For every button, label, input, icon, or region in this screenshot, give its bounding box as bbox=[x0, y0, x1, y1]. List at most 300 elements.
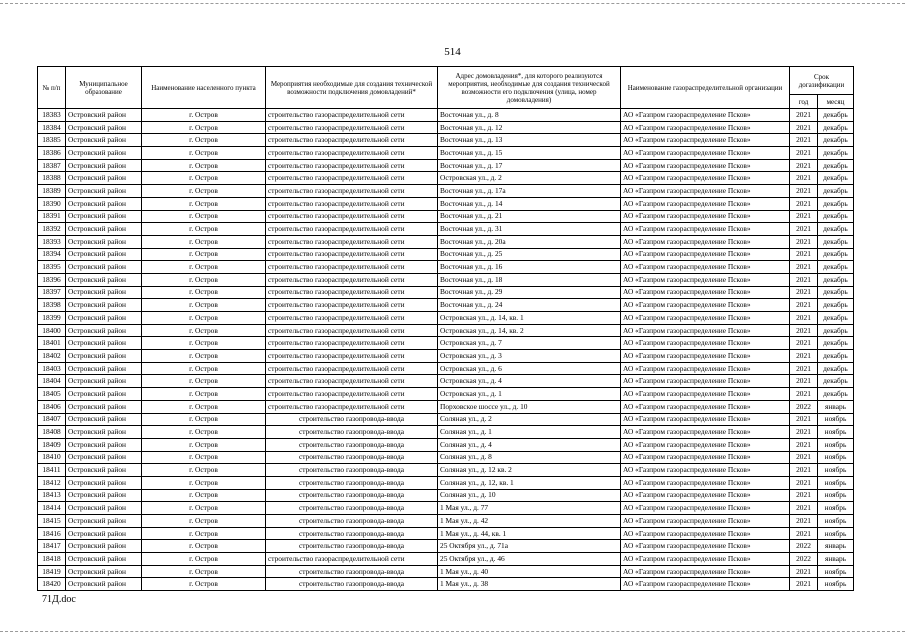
table-row bbox=[38, 159, 854, 172]
municipality-cell: Островский район bbox=[66, 426, 142, 439]
municipality-cell: Островский район bbox=[66, 540, 142, 553]
measure-cell: строительство газораспределительной сети bbox=[266, 121, 438, 134]
table-row bbox=[38, 286, 854, 299]
year-cell: 2021 bbox=[790, 337, 818, 350]
measure-cell: строительство газопровода-ввода bbox=[266, 476, 438, 489]
address-cell: 1 Мая ул., д. 38 bbox=[438, 578, 621, 591]
municipality-cell: Островский район bbox=[66, 527, 142, 540]
organization-cell: АО «Газпром газораспределение Псков» bbox=[621, 121, 790, 134]
measure-cell: строительство газораспределительной сети bbox=[266, 185, 438, 198]
municipality-cell: Островский район bbox=[66, 248, 142, 261]
measure-cell: строительство газопровода-ввода bbox=[266, 464, 438, 477]
month-cell: декабрь bbox=[818, 248, 854, 261]
organization-cell: АО «Газпром газораспределение Псков» bbox=[621, 134, 790, 147]
month-cell: январь bbox=[818, 400, 854, 413]
municipality-cell: Островский район bbox=[66, 413, 142, 426]
address-cell: Восточная ул., д. 8 bbox=[438, 109, 621, 122]
measure-cell: строительство газопровода-ввода bbox=[266, 413, 438, 426]
organization-cell: АО «Газпром газораспределение Псков» bbox=[621, 553, 790, 566]
measure-cell: строительство газопровода-ввода bbox=[266, 502, 438, 515]
month-cell: декабрь bbox=[818, 109, 854, 122]
row-number: 18406 bbox=[38, 400, 66, 413]
measure-cell: строительство газораспределительной сети bbox=[266, 109, 438, 122]
month-cell: ноябрь bbox=[818, 451, 854, 464]
year-cell: 2021 bbox=[790, 413, 818, 426]
month-cell: ноябрь bbox=[818, 438, 854, 451]
settlement-cell: г. Остров bbox=[142, 553, 266, 566]
settlement-cell: г. Остров bbox=[142, 438, 266, 451]
year-cell: 2021 bbox=[790, 350, 818, 363]
address-cell: Соляная ул., д. 2 bbox=[438, 413, 621, 426]
measure-cell: строительство газораспределительной сети bbox=[266, 248, 438, 261]
settlement-cell: г. Остров bbox=[142, 109, 266, 122]
table-row bbox=[38, 210, 854, 223]
table-row bbox=[38, 134, 854, 147]
measure-cell: строительство газопровода-ввода bbox=[266, 426, 438, 439]
month-cell: ноябрь bbox=[818, 515, 854, 528]
row-number: 18415 bbox=[38, 515, 66, 528]
year-cell: 2021 bbox=[790, 261, 818, 274]
month-cell: декабрь bbox=[818, 312, 854, 325]
measure-cell: строительство газораспределительной сети bbox=[266, 159, 438, 172]
month-cell: ноябрь bbox=[818, 565, 854, 578]
row-number: 18392 bbox=[38, 223, 66, 236]
month-cell: декабрь bbox=[818, 273, 854, 286]
month-cell: ноябрь bbox=[818, 578, 854, 591]
municipality-cell: Островский район bbox=[66, 464, 142, 477]
table-row bbox=[38, 362, 854, 375]
municipality-cell: Островский район bbox=[66, 515, 142, 528]
row-number: 18403 bbox=[38, 362, 66, 375]
settlement-cell: г. Остров bbox=[142, 134, 266, 147]
municipality-cell: Островский район bbox=[66, 223, 142, 236]
table-row bbox=[38, 324, 854, 337]
organization-cell: АО «Газпром газораспределение Псков» bbox=[621, 350, 790, 363]
municipality-cell: Островский район bbox=[66, 185, 142, 198]
month-cell: ноябрь bbox=[818, 413, 854, 426]
organization-cell: АО «Газпром газораспределение Псков» bbox=[621, 299, 790, 312]
organization-cell: АО «Газпром газораспределение Псков» bbox=[621, 489, 790, 502]
settlement-cell: г. Остров bbox=[142, 261, 266, 274]
measure-cell: строительство газораспределительной сети bbox=[266, 362, 438, 375]
settlement-cell: г. Остров bbox=[142, 527, 266, 540]
row-number: 18390 bbox=[38, 197, 66, 210]
row-number: 18407 bbox=[38, 413, 66, 426]
year-cell: 2021 bbox=[790, 464, 818, 477]
municipality-cell: Островский район bbox=[66, 451, 142, 464]
address-cell: Восточная ул., д. 17а bbox=[438, 185, 621, 198]
row-number: 18383 bbox=[38, 109, 66, 122]
year-cell: 2021 bbox=[790, 159, 818, 172]
measure-cell: строительство газораспределительной сети bbox=[266, 273, 438, 286]
table-row bbox=[38, 197, 854, 210]
month-cell: декабрь bbox=[818, 235, 854, 248]
row-number: 18405 bbox=[38, 388, 66, 401]
row-number: 18409 bbox=[38, 438, 66, 451]
row-number: 18412 bbox=[38, 476, 66, 489]
address-cell: Восточная ул., д. 18 bbox=[438, 273, 621, 286]
measure-cell: строительство газораспределительной сети bbox=[266, 388, 438, 401]
month-cell: январь bbox=[818, 553, 854, 566]
month-cell: декабрь bbox=[818, 210, 854, 223]
year-cell: 2021 bbox=[790, 312, 818, 325]
month-cell: ноябрь bbox=[818, 426, 854, 439]
address-cell: Восточная ул., д. 13 bbox=[438, 134, 621, 147]
year-cell: 2021 bbox=[790, 286, 818, 299]
row-number: 18384 bbox=[38, 121, 66, 134]
header-deadline: Срок догазификации bbox=[790, 67, 854, 95]
address-cell: Островская ул., д. 14, кв. 2 bbox=[438, 324, 621, 337]
year-cell: 2021 bbox=[790, 109, 818, 122]
organization-cell: АО «Газпром газораспределение Псков» bbox=[621, 502, 790, 515]
month-cell: декабрь bbox=[818, 223, 854, 236]
month-cell: декабрь bbox=[818, 197, 854, 210]
month-cell: декабрь bbox=[818, 185, 854, 198]
organization-cell: АО «Газпром газораспределение Псков» bbox=[621, 388, 790, 401]
year-cell: 2021 bbox=[790, 515, 818, 528]
settlement-cell: г. Остров bbox=[142, 565, 266, 578]
table-row bbox=[38, 172, 854, 185]
header-municipality: Муниципальное образование bbox=[66, 67, 142, 109]
address-cell: Соляная ул., д. 10 bbox=[438, 489, 621, 502]
measure-cell: строительство газораспределительной сети bbox=[266, 172, 438, 185]
row-number: 18417 bbox=[38, 540, 66, 553]
settlement-cell: г. Остров bbox=[142, 578, 266, 591]
address-cell: Островская ул., д. 3 bbox=[438, 350, 621, 363]
row-number: 18391 bbox=[38, 210, 66, 223]
municipality-cell: Островский район bbox=[66, 502, 142, 515]
organization-cell: АО «Газпром газораспределение Псков» bbox=[621, 438, 790, 451]
organization-cell: АО «Газпром газораспределение Псков» bbox=[621, 172, 790, 185]
address-cell: 25 Октября ул., д. 71а bbox=[438, 540, 621, 553]
organization-cell: АО «Газпром газораспределение Псков» bbox=[621, 362, 790, 375]
table-row bbox=[38, 299, 854, 312]
settlement-cell: г. Остров bbox=[142, 299, 266, 312]
month-cell: декабрь bbox=[818, 121, 854, 134]
organization-cell: АО «Газпром газораспределение Псков» bbox=[621, 400, 790, 413]
municipality-cell: Островский район bbox=[66, 578, 142, 591]
row-number: 18410 bbox=[38, 451, 66, 464]
table-row bbox=[38, 565, 854, 578]
settlement-cell: г. Остров bbox=[142, 400, 266, 413]
organization-cell: АО «Газпром газораспределение Псков» bbox=[621, 375, 790, 388]
year-cell: 2021 bbox=[790, 426, 818, 439]
measure-cell: строительство газопровода-ввода bbox=[266, 565, 438, 578]
address-cell: Порховское шоссе ул., д. 10 bbox=[438, 400, 621, 413]
year-cell: 2021 bbox=[790, 235, 818, 248]
table-row bbox=[38, 502, 854, 515]
organization-cell: АО «Газпром газораспределение Псков» bbox=[621, 312, 790, 325]
table-row bbox=[38, 312, 854, 325]
organization-cell: АО «Газпром газораспределение Псков» bbox=[621, 324, 790, 337]
table-row bbox=[38, 350, 854, 363]
month-cell: декабрь bbox=[818, 286, 854, 299]
measure-cell: строительство газораспределительной сети bbox=[266, 197, 438, 210]
organization-cell: АО «Газпром газораспределение Псков» bbox=[621, 476, 790, 489]
header-measures: Мероприятия необходимые для создания технической возможности подключения домовладений* bbox=[266, 67, 438, 109]
table-row bbox=[38, 185, 854, 198]
measure-cell: строительство газопровода-ввода bbox=[266, 515, 438, 528]
organization-cell: АО «Газпром газораспределение Псков» bbox=[621, 159, 790, 172]
organization-cell: АО «Газпром газораспределение Псков» bbox=[621, 109, 790, 122]
year-cell: 2021 bbox=[790, 299, 818, 312]
row-number: 18398 bbox=[38, 299, 66, 312]
measure-cell: строительство газораспределительной сети bbox=[266, 235, 438, 248]
footer-filename: 71Д.doc bbox=[42, 594, 76, 605]
table-row bbox=[38, 451, 854, 464]
municipality-cell: Островский район bbox=[66, 121, 142, 134]
table-row bbox=[38, 553, 854, 566]
settlement-cell: г. Остров bbox=[142, 476, 266, 489]
table-row bbox=[38, 438, 854, 451]
municipality-cell: Островский район bbox=[66, 400, 142, 413]
month-cell: декабрь bbox=[818, 261, 854, 274]
row-number: 18394 bbox=[38, 248, 66, 261]
organization-cell: АО «Газпром газораспределение Псков» bbox=[621, 235, 790, 248]
table-row bbox=[38, 223, 854, 236]
table-row bbox=[38, 147, 854, 160]
year-cell: 2021 bbox=[790, 527, 818, 540]
row-number: 18395 bbox=[38, 261, 66, 274]
address-cell: Соляная ул., д. 4 bbox=[438, 438, 621, 451]
table-body bbox=[38, 109, 854, 591]
row-number: 18402 bbox=[38, 350, 66, 363]
month-cell: ноябрь bbox=[818, 476, 854, 489]
municipality-cell: Островский район bbox=[66, 235, 142, 248]
settlement-cell: г. Остров bbox=[142, 489, 266, 502]
row-number: 18404 bbox=[38, 375, 66, 388]
settlement-cell: г. Остров bbox=[142, 426, 266, 439]
gasification-table bbox=[37, 66, 854, 591]
year-cell: 2022 bbox=[790, 400, 818, 413]
municipality-cell: Островский район bbox=[66, 553, 142, 566]
measure-cell: строительство газораспределительной сети bbox=[266, 286, 438, 299]
settlement-cell: г. Остров bbox=[142, 515, 266, 528]
address-cell: Восточная ул., д. 21 bbox=[438, 210, 621, 223]
row-number: 18401 bbox=[38, 337, 66, 350]
table-row bbox=[38, 388, 854, 401]
month-cell: декабрь bbox=[818, 375, 854, 388]
table-row bbox=[38, 527, 854, 540]
measure-cell: строительство газораспределительной сети bbox=[266, 261, 438, 274]
month-cell: декабрь bbox=[818, 350, 854, 363]
table-row bbox=[38, 489, 854, 502]
month-cell: декабрь bbox=[818, 299, 854, 312]
year-cell: 2021 bbox=[790, 388, 818, 401]
address-cell: Восточная ул., д. 17 bbox=[438, 159, 621, 172]
year-cell: 2021 bbox=[790, 147, 818, 160]
address-cell: Островская ул., д. 7 bbox=[438, 337, 621, 350]
row-number: 18400 bbox=[38, 324, 66, 337]
settlement-cell: г. Остров bbox=[142, 147, 266, 160]
address-cell: Восточная ул., д. 25 bbox=[438, 248, 621, 261]
year-cell: 2022 bbox=[790, 553, 818, 566]
year-cell: 2021 bbox=[790, 502, 818, 515]
year-cell: 2022 bbox=[790, 540, 818, 553]
organization-cell: АО «Газпром газораспределение Псков» bbox=[621, 464, 790, 477]
measure-cell: строительство газораспределительной сети bbox=[266, 312, 438, 325]
row-number: 18420 bbox=[38, 578, 66, 591]
settlement-cell: г. Остров bbox=[142, 248, 266, 261]
organization-cell: АО «Газпром газораспределение Псков» bbox=[621, 197, 790, 210]
organization-cell: АО «Газпром газораспределение Псков» bbox=[621, 248, 790, 261]
organization-cell: АО «Газпром газораспределение Псков» bbox=[621, 273, 790, 286]
row-number: 18387 bbox=[38, 159, 66, 172]
measure-cell: строительство газораспределительной сети bbox=[266, 337, 438, 350]
table-row bbox=[38, 540, 854, 553]
measure-cell: строительство газопровода-ввода bbox=[266, 527, 438, 540]
address-cell: Островская ул., д. 2 bbox=[438, 172, 621, 185]
address-cell: 1 Мая ул., д. 77 bbox=[438, 502, 621, 515]
table-row bbox=[38, 426, 854, 439]
row-number: 18388 bbox=[38, 172, 66, 185]
organization-cell: АО «Газпром газораспределение Псков» bbox=[621, 286, 790, 299]
month-cell: декабрь bbox=[818, 172, 854, 185]
table-row bbox=[38, 273, 854, 286]
settlement-cell: г. Остров bbox=[142, 451, 266, 464]
address-cell: Восточная ул., д. 20а bbox=[438, 235, 621, 248]
settlement-cell: г. Остров bbox=[142, 350, 266, 363]
address-cell: Восточная ул., д. 29 bbox=[438, 286, 621, 299]
row-number: 18408 bbox=[38, 426, 66, 439]
municipality-cell: Островский район bbox=[66, 362, 142, 375]
address-cell: Соляная ул., д. 12, кв. 1 bbox=[438, 476, 621, 489]
organization-cell: АО «Газпром газораспределение Псков» bbox=[621, 223, 790, 236]
table-row bbox=[38, 464, 854, 477]
row-number: 18399 bbox=[38, 312, 66, 325]
municipality-cell: Островский район bbox=[66, 324, 142, 337]
settlement-cell: г. Остров bbox=[142, 312, 266, 325]
header-settlement: Наименование населенного пункта bbox=[142, 67, 266, 109]
address-cell: 25 Октября ул., д. 46 bbox=[438, 553, 621, 566]
year-cell: 2021 bbox=[790, 476, 818, 489]
settlement-cell: г. Остров bbox=[142, 337, 266, 350]
municipality-cell: Островский район bbox=[66, 197, 142, 210]
year-cell: 2021 bbox=[790, 451, 818, 464]
organization-cell: АО «Газпром газораспределение Псков» bbox=[621, 413, 790, 426]
year-cell: 2021 bbox=[790, 172, 818, 185]
organization-cell: АО «Газпром газораспределение Псков» bbox=[621, 540, 790, 553]
month-cell: декабрь bbox=[818, 159, 854, 172]
organization-cell: АО «Газпром газораспределение Псков» bbox=[621, 426, 790, 439]
table-row bbox=[38, 515, 854, 528]
row-number: 18385 bbox=[38, 134, 66, 147]
organization-cell: АО «Газпром газораспределение Псков» bbox=[621, 261, 790, 274]
address-cell: Соляная ул., д. 1 bbox=[438, 426, 621, 439]
address-cell: 1 Мая ул., д. 42 bbox=[438, 515, 621, 528]
table-row bbox=[38, 121, 854, 134]
month-cell: декабрь bbox=[818, 337, 854, 350]
settlement-cell: г. Остров bbox=[142, 185, 266, 198]
address-cell: Соляная ул., д. 8 bbox=[438, 451, 621, 464]
address-cell: Восточная ул., д. 16 bbox=[438, 261, 621, 274]
row-number: 18393 bbox=[38, 235, 66, 248]
year-cell: 2021 bbox=[790, 438, 818, 451]
year-cell: 2021 bbox=[790, 223, 818, 236]
row-number: 18419 bbox=[38, 565, 66, 578]
year-cell: 2021 bbox=[790, 134, 818, 147]
municipality-cell: Островский район bbox=[66, 375, 142, 388]
table-row bbox=[38, 261, 854, 274]
address-cell: Восточная ул., д. 14 bbox=[438, 197, 621, 210]
header-month: месяц bbox=[818, 95, 854, 109]
organization-cell: АО «Газпром газораспределение Псков» bbox=[621, 515, 790, 528]
row-number: 18396 bbox=[38, 273, 66, 286]
address-cell: Восточная ул., д. 12 bbox=[438, 121, 621, 134]
header-org: Наименование газораспределительной организации bbox=[621, 67, 790, 109]
settlement-cell: г. Остров bbox=[142, 464, 266, 477]
settlement-cell: г. Остров bbox=[142, 324, 266, 337]
organization-cell: АО «Газпром газораспределение Псков» bbox=[621, 337, 790, 350]
municipality-cell: Островский район bbox=[66, 172, 142, 185]
municipality-cell: Островский район bbox=[66, 388, 142, 401]
address-cell: Островская ул., д. 1 bbox=[438, 388, 621, 401]
measure-cell: строительство газораспределительной сети bbox=[266, 553, 438, 566]
organization-cell: АО «Газпром газораспределение Псков» bbox=[621, 147, 790, 160]
measure-cell: строительство газораспределительной сети bbox=[266, 375, 438, 388]
measure-cell: строительство газопровода-ввода bbox=[266, 540, 438, 553]
row-number: 18389 bbox=[38, 185, 66, 198]
address-cell: 1 Мая ул., д. 44, кв. 1 bbox=[438, 527, 621, 540]
month-cell: декабрь bbox=[818, 324, 854, 337]
address-cell: 1 Мая ул., д. 40 bbox=[438, 565, 621, 578]
year-cell: 2021 bbox=[790, 324, 818, 337]
month-cell: январь bbox=[818, 540, 854, 553]
measure-cell: строительство газораспределительной сети bbox=[266, 400, 438, 413]
header-year: год bbox=[790, 95, 818, 109]
measure-cell: строительство газопровода-ввода bbox=[266, 578, 438, 591]
table-row bbox=[38, 413, 854, 426]
address-cell: Островская ул., д. 6 bbox=[438, 362, 621, 375]
table-row bbox=[38, 400, 854, 413]
settlement-cell: г. Остров bbox=[142, 172, 266, 185]
measure-cell: строительство газопровода-ввода bbox=[266, 489, 438, 502]
settlement-cell: г. Остров bbox=[142, 286, 266, 299]
header-address: Адрес домовладения*, для которого реализуются мероприятия, необходимые для создания технической возможности его подключения (улица, номер домовладения) bbox=[438, 67, 621, 109]
municipality-cell: Островский район bbox=[66, 261, 142, 274]
address-cell: Восточная ул., д. 24 bbox=[438, 299, 621, 312]
organization-cell: АО «Газпром газораспределение Псков» bbox=[621, 451, 790, 464]
municipality-cell: Островский район bbox=[66, 273, 142, 286]
settlement-cell: г. Остров bbox=[142, 197, 266, 210]
measure-cell: строительство газопровода-ввода bbox=[266, 438, 438, 451]
municipality-cell: Островский район bbox=[66, 476, 142, 489]
municipality-cell: Островский район bbox=[66, 286, 142, 299]
year-cell: 2021 bbox=[790, 197, 818, 210]
organization-cell: АО «Газпром газораспределение Псков» bbox=[621, 210, 790, 223]
settlement-cell: г. Остров bbox=[142, 413, 266, 426]
measure-cell: строительство газораспределительной сети bbox=[266, 147, 438, 160]
measure-cell: строительство газораспределительной сети bbox=[266, 299, 438, 312]
table-row bbox=[38, 109, 854, 122]
table-row bbox=[38, 235, 854, 248]
row-number: 18397 bbox=[38, 286, 66, 299]
municipality-cell: Островский район bbox=[66, 350, 142, 363]
year-cell: 2021 bbox=[790, 121, 818, 134]
measure-cell: строительство газораспределительной сети bbox=[266, 134, 438, 147]
municipality-cell: Островский район bbox=[66, 134, 142, 147]
row-number: 18418 bbox=[38, 553, 66, 566]
year-cell: 2021 bbox=[790, 565, 818, 578]
settlement-cell: г. Остров bbox=[142, 159, 266, 172]
measure-cell: строительство газораспределительной сети bbox=[266, 350, 438, 363]
month-cell: ноябрь bbox=[818, 464, 854, 477]
scan-artifact-top bbox=[0, 3, 905, 4]
year-cell: 2021 bbox=[790, 273, 818, 286]
address-cell: Восточная ул., д. 15 bbox=[438, 147, 621, 160]
settlement-cell: г. Остров bbox=[142, 362, 266, 375]
table-row bbox=[38, 375, 854, 388]
